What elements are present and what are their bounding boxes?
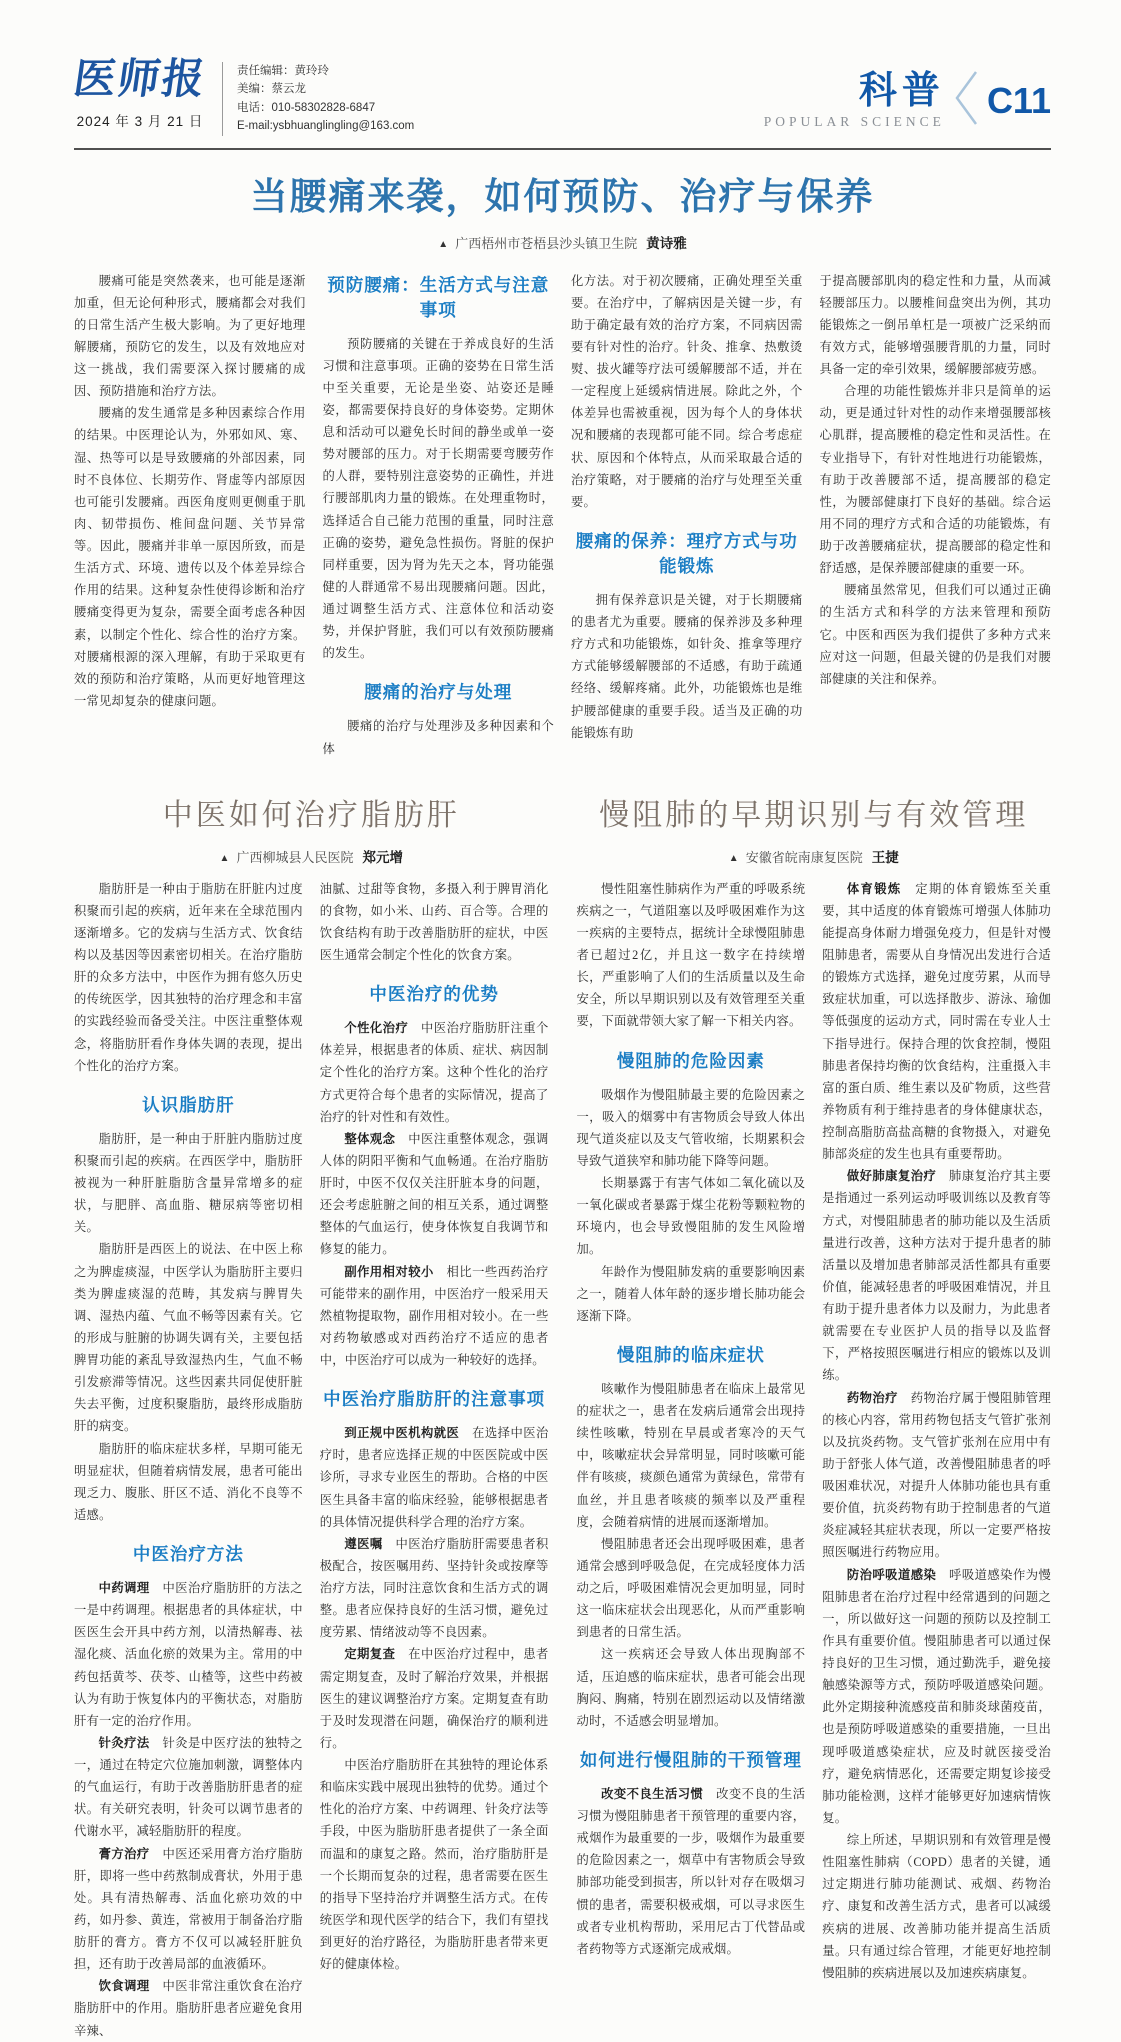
paragraph: 脂肪肝的临床症状多样，早期可能无明显症状，但随着病情发展，患者可能出现乏力、腹胀、肝区不适、消化不良等不适感。 — [74, 1441, 303, 1522]
paragraph: 预防腰痛的关键在于养成良好的生活习惯和注意事项。正确的姿势在日常生活中至关重要，无论是坐姿、站姿还是睡姿，都需要保持良好的身体姿势。定期休息和活动可以避免长时间的静坐或单一姿势对腰部的压力。对于长期需要弯腰劳作的人群，要特别注意姿势的正确性，并进行腰部肌肉力量的锻炼。在处理重物时，选择适合自己能力范围的重量，同时注意正确的姿势，避免急性损伤。肾脏的保护同样重要，因为肾为先天之本，肾功能强健的人群通常不易出现腰痛问题。因此，通过调整生活方式、注意体位和活动姿势，并保护肾脏，我们可以有效预防腰痛的发生。 — [322, 336, 554, 661]
paragraph: 遵医嘱 中医治疗脂肪肝需要患者积极配合，按医嘱用药、坚持针灸或按摩等治疗方法，同时注意饮食和生活方式的调整。患者应保持良好的生活习惯，避免过度劳累、情绪波动等不良因素。 — [319, 1536, 549, 1640]
editor-line: 电话：010-58302828-6847 — [237, 101, 376, 114]
paragraph: 年龄作为慢阻肺发病的重要影响因素之一，随着人体年龄的逐步增长肺功能会逐渐下降。 — [576, 1264, 806, 1323]
paragraph: 咳嗽作为慢阻肺患者在临床上最常见的症状之一，患者在发病后通常会出现持续性咳嗽，特别在早晨或者寒冷的天气中，咳嗽症状会异常明显，同时咳嗽可能伴有咳痰，痰颜色通常为黄绿色，常带有血丝，并且患者咳痰的频率以及严重程度，会随着病情的进展而逐渐增加。 — [576, 1381, 806, 1529]
article-3 — [577, 790, 1052, 2042]
paragraph: 到正规中医机构就医 在选择中医治疗时，患者应选择正规的中医医院或中医诊所，寻求专业医生的帮助。合格的中医医生具备丰富的临床经验，能够根据患者的具体情况提供科学合理的治疗方案。 — [319, 1426, 549, 1529]
section-heading: 慢阻肺的临床症状 — [616, 1344, 765, 1365]
section-block — [764, 58, 1051, 136]
text-column — [820, 270, 1052, 760]
paragraph: 合理的功能性锻炼并非只是简单的运动，更是通过针对性的动作来增强腰部核心肌群，提高腰椎的稳定性和灵活性。在专业指导下，有针对性地进行功能锻炼，有助于改善腰部不适，提高腰部的稳定性，为腰部健康打下良好的基础。综合运用不同的理疗方式和合适的功能锻炼，有助于改善腰痛症状，提高腰部的稳定性和舒适感，是保养腰部健康的重要一环。 — [819, 384, 1051, 576]
paragraph-lead: 整体观念 — [344, 1131, 396, 1146]
paragraph-lead: 副作用相对较小 — [344, 1264, 434, 1279]
paragraph: 拥有保养意识是关键，对于长期腰痛的患者尤为重要。腰痛的保养涉及多种理疗方式和功能锻炼，如针灸、推拿等理疗方式能够缓解腰部的不适感，有助于疏通经络、缓解疼痛。此外，功能锻炼也是维护腰部健康的重要手段。适当及正确的功能锻炼有助 — [571, 592, 803, 740]
article-title: 中医如何治疗脂肪肝 — [162, 798, 460, 832]
article-3-header — [577, 790, 1052, 866]
text-column — [74, 270, 306, 760]
bottom-articles — [74, 790, 1051, 2042]
byline-author: 王捷 — [871, 849, 899, 865]
section-heading: 认识脂肪肝 — [142, 1094, 235, 1115]
paragraph-lead: 做好肺康复治疗 — [846, 1169, 937, 1184]
paragraph: 定期复查 在中医治疗过程中，患者需定期复查，及时了解治疗效果，并根据医生的建议调整治疗方案。定期复查有助于及时发现潜在问题，确保治疗的顺利进行。 — [319, 1647, 549, 1750]
paragraph: 改变不良生活习惯 改变不良的生活习惯为慢阻肺患者干预管理的重要内容，戒烟作为最重要的一步，吸烟作为最重要的危险因素之一，烟草中有害物质会导致肺部功能受到损害，所以针对存在吸烟习惯的患者，需要积极戒烟，可以寻求医生或者专业机构帮助，采用尼古丁代替品或者药物等方式逐渐完成戒烟。 — [576, 1786, 806, 1956]
text-column — [577, 878, 806, 1984]
section-heading: 预防腰痛：生活方式与注意事项 — [327, 274, 550, 320]
paragraph: 脂肪肝是一种由于脂肪在肝脏内过度积聚而引起的疾病，近年来在全球范围内逐渐增多。它的发病与生活方式、饮食结构以及基因等因素密切相关。在治疗脂肪肝的众多方法中，中医作为拥有悠久历史的传统医学，因其独特的治疗理念和丰富的实践经验而备受关注。中医注重整体观念，将脂肪肝看作身体失调的表现，提出个性化的治疗方案。 — [74, 881, 303, 1073]
editor-line: 美编：蔡云龙 — [237, 83, 307, 96]
paragraph-lead: 防治呼吸道感染 — [846, 1567, 937, 1582]
paragraph: 防治呼吸道感染 呼吸道感染作为慢阻肺患者在治疗过程中经常遇到的问题之一，所以做好这一问题的预防以及控制工作具有重要价值。慢阻肺患者可以通过保持良好的卫生习惯，通过勤洗手，避免接触感染源等方式，预防呼吸道感染问题。此外定期接种流感疫苗和肺炎球菌疫苗，也是预防呼吸道感染的重要措施，一旦出现呼吸道感染症状，应及时就医接受治疗，避免病情恶化，还需要定期复诊接受肺功能检测，这样才能够更好加速病情恢复。 — [822, 1567, 1051, 1825]
paragraph-lead: 定期复查 — [344, 1647, 396, 1662]
byline — [74, 846, 549, 866]
section-heading: 如何进行慢阻肺的干预管理 — [579, 1749, 802, 1770]
issue-date: 2024 年 3 月 21 日 — [76, 114, 204, 129]
paragraph: 膏方治疗 中医还采用膏方治疗脂肪肝，即将一些中药熬制成膏状，外用于患处。具有清热解毒、活血化瘀功效的中药，如丹参、黄连，常被用于制备治疗脂肪肝的膏方。膏方不仅可以减轻肝脏负担，还有助于改善局部的血液循环。 — [74, 1846, 303, 1972]
text-column — [74, 878, 303, 2042]
byline-org: 安徽省皖南康复医院 — [745, 849, 863, 865]
paragraph: 油腻、过甜等食物，多摄入利于脾胃消化的食物，如小米、山药、百合等。合理的饮食结构有助于改善脂肪肝的症状，中医医生通常会制定个性化的饮食方案。 — [319, 881, 549, 963]
chevron-left-icon — [953, 69, 979, 132]
paragraph-lead: 药物治疗 — [846, 1390, 898, 1405]
byline — [577, 846, 1052, 866]
paragraph: 针灸疗法 针灸是中医疗法的独特之一，通过在特定穴位施加刺激，调整体内的气血运行，有助于改善脂肪肝患者的症状。有关研究表明，针灸可以调节患者的代谢水平，减轻脂肪肝的程度。 — [74, 1735, 303, 1839]
paragraph: 脂肪肝是西医上的说法、在中医上称之为脾虚痰湿，中医学认为脂肪肝主要归类为脾虚痰湿的范畴，其发病与脾胃失调、湿热内蕴、气血不畅等因素有关。它的形成与脏腑的协调失调有关，主要包括脾胃功能的紊乱导致湿热内生，气血不畅引发瘀滞等情况。这些因素共同促使肝脏失去平衡，过度积聚脂肪，最终形成脂肪肝的病变。 — [74, 1242, 303, 1434]
section-heading: 中医治疗脂肪肝的注意事项 — [323, 1389, 546, 1410]
paragraph-lead: 中药调理 — [98, 1581, 150, 1596]
paragraph: 吸烟作为慢阻肺最主要的危险因素之一，吸入的烟雾中有害物质会导致人体出现气道炎症以及支气管收缩，长期累积会导致气道狭窄和肺功能下降等问题。 — [576, 1087, 806, 1168]
paragraph-lead: 遵医嘱 — [344, 1536, 383, 1551]
paragraph: 综上所述，早期识别和有效管理是慢性阻塞性肺病（COPD）患者的关键，通过定期进行肺功能测试、戒烟、药物治疗、康复和改善生活方式，患者可以减缓疾病的进展、改善肺功能并提高生活质量。只有通过综合管理，才能更好地控制慢阻肺的疾病进展以及加速疾病康复。 — [822, 1833, 1051, 1980]
paragraph: 药物治疗 药物治疗属于慢阻肺管理的核心内容，常用药物包括支气管扩张剂以及抗炎药物。支气管扩张剂在应用中有助于舒张人体气道，改善慢阻肺患者的呼吸困难状况，对提升人体肺功能也具有重要价值，抗炎药物有助于控制患者的气道炎症减轻其症状表现，所以一定要严格按照医嘱进行药物应用。 — [822, 1390, 1051, 1560]
article-2-columns — [74, 878, 549, 2042]
triangle-icon: ▲ — [438, 238, 449, 250]
editor-line: E-mail:ysbhuanglingling@163.com — [237, 120, 415, 133]
paragraph: 整体观念 中医注重整体观念，强调人体的阴阳平衡和气血畅通。在治疗脂肪肝时，中医不仅仅关注肝脏本身的问题，还会考虑脏腑之间的相互关系，通过调整整体的气血运行，使身体恢复自我调节和修复的能力。 — [319, 1131, 549, 1257]
triangle-icon: ▲ — [728, 852, 739, 864]
editor-info — [237, 58, 414, 136]
paragraph: 副作用相对较小 相比一些西药治疗可能带来的副作用，中医治疗一般采用天然植物提取物，副作用相对较小。在一些对药物敏感或对西药治疗不适应的患者中，中医治疗可以成为一种较好的选择。 — [319, 1264, 549, 1368]
article-3-columns — [577, 878, 1052, 1984]
paragraph: 饮食调理 中医非常注重饮食在治疗脂肪肝中的作用。脂肪肝患者应避免食用辛辣、 — [74, 1979, 303, 2038]
newspaper-logo: 医师报 — [70, 54, 210, 103]
paragraph: 慢阻肺患者还会出现呼吸困难，患者通常会感到呼吸急促，在完成轻度体力活动之后，呼吸困难情况会更加明显，同时这一临床症状会出现恶化，从而严重影响到患者的日常生活。 — [576, 1536, 806, 1640]
article-2 — [74, 790, 549, 2042]
paragraph: 中药调理 中医治疗脂肪肝的方法之一是中药调理。根据患者的具体症状，中医医生会开具中药方剂，以清热解毒、祛湿化痰、活血化瘀的效果为主。常用的中药包括黄芩、茯苓、山楂等，这些中药被认为有助于恢复体内的平衡状态，对脂肪肝有一定的治疗作用。 — [74, 1581, 303, 1728]
text-column — [822, 878, 1051, 1984]
text-column — [323, 270, 555, 760]
section-heading: 腰痛的保养：理疗方式与功能锻炼 — [575, 530, 798, 576]
newspaper-logo-block — [70, 54, 210, 136]
paragraph: 个性化治疗 中医治疗脂肪肝注重个体差异，根据患者的体质、症状、病因制定个性化的治疗方案。这种个性化的治疗方式更符合每个患者的实际情况，提高了治疗的针对性和有效性。 — [319, 1021, 549, 1124]
page-number: C11 — [986, 79, 1051, 121]
article-1-columns — [74, 270, 1051, 760]
masthead — [70, 54, 1051, 150]
paragraph: 腰痛的治疗与处理涉及多种因素和个体 — [322, 719, 554, 756]
editor-line: 责任编辑：黄玲玲 — [237, 65, 330, 77]
section-heading: 中医治疗的优势 — [369, 984, 499, 1005]
paragraph: 做好肺康复治疗 肺康复治疗其主要是指通过一系列运动呼吸训练以及教育等方式，对慢阻肺患者的肺功能以及生活质量进行改善，这种方法对于提升患者的肺活量以及增加患者肺部灵活性都具有重要价值，能减轻患者的呼吸困难情况，并且有助于提升患者体力以及耐力，为此患者就需要在专业医护人员的指导以及监督下，严格按照医嘱进行相应的锻炼以及训练。 — [822, 1169, 1051, 1383]
byline-org: 广西柳城县人民医院 — [236, 849, 354, 865]
paragraph-lead: 饮食调理 — [98, 1979, 150, 1994]
section-heading: 慢阻肺的危险因素 — [616, 1050, 765, 1071]
paragraph-lead: 体育锻炼 — [846, 881, 902, 896]
paragraph: 这一疾病还会导致人体出现胸部不适，压迫感的临床症状，患者可能会出现胸闷、胸痛，特别在剧烈运动以及情绪激动时，不适感会明显增加。 — [576, 1647, 806, 1728]
paragraph: 腰痛虽然常见，但我们可以通过正确的生活方式和科学的方法来管理和预防它。中医和西医为我们提供了多种方式来应对这一问题，但最关键的仍是我们对腰部健康的关注和保养。 — [819, 583, 1051, 686]
section-heading: 腰痛的治疗与处理 — [364, 682, 513, 703]
paragraph-lead: 改变不良生活习惯 — [601, 1786, 704, 1801]
paragraph-lead: 个性化治疗 — [344, 1021, 409, 1036]
paragraph-lead: 针灸疗法 — [98, 1735, 150, 1750]
section-label-en: POPULAR SCIENCE — [763, 113, 945, 129]
paragraph-lead: 到正规中医机构就医 — [344, 1426, 460, 1441]
paragraph: 中医治疗脂肪肝在其独特的理论体系和临床实践中展现出独特的优势。通过个性化的治疗方案、中药调理、针灸疗法等手段，中医为脂肪肝患者提供了一条全面而温和的康复之路。然而，治疗脂肪肝是一个长期而复杂的过程，患者需要在医生的指导下坚持治疗并调整生活方式。在传统医学和现代医学的结合下，我们有望找到更好的治疗路径，为脂肪肝患者带来更好的健康体检。 — [319, 1758, 549, 1972]
article-title: 慢阻肺的早期识别与有效管理 — [599, 798, 1029, 832]
masthead-divider — [222, 62, 223, 136]
section-label: 科普 — [858, 69, 945, 112]
paragraph: 体育锻炼 定期的体育锻炼至关重要，其中适度的体育锻炼可增强人体肺功能提高身体耐力增强免疫力，但是针对慢阻肺患者，需要从自身情况出发进行合适的锻炼方式选择，避免过度劳累，从而导致症状加重，可以选择散步、游泳、瑜伽等低强度的运动方式，同时需在专业人士下指导进行。保持合理的饮食控制，慢阻肺患者保持均衡的饮食结构，注重摄入丰富的蛋白质、维生素以及矿物质，这些营养物质有利于维持患者的身体健康状态，控制高脂肪高盐高糖的食物摄入，对避免肺部炎症的发生也具有重要帮助。 — [822, 881, 1051, 1162]
paragraph: 慢性阻塞性肺病作为严重的呼吸系统疾病之一，气道阻塞以及呼吸困难作为这一疾病的主要特点，据统计全球慢阻肺患者已超过2亿，并且这一数字在持续增长，严重影响了人们的生活质量以及生命安全，所以早期识别以及有效管理至关重要，下面就带领大家了解一下相关内容。 — [576, 881, 806, 1029]
paragraph: 化方法。对于初次腰痛，正确处理至关重要。在治疗中，了解病因是关键一步，有助于确定最有效的治疗方案，不同病因需要有针对性的治疗。针灸、推拿、热敷烫熨、拔火罐等疗法可缓解腰部不适，并在一定程度上延缓病情进展。除此之外，个体差异也需被重视，因为每个人的身体状况和腰痛的表现都可能不同。综合考虑症状、原因和个体特点，从而采取最合适的治疗策略，对于腰痛的治疗与处理至关重要。 — [571, 273, 803, 509]
paragraph: 长期暴露于有害气体如二氧化硫以及一氧化碳或者暴露于煤尘花粉等颗粒物的环境内，也会导致慢阻肺的发生风险增加。 — [576, 1176, 806, 1257]
paragraph: 腰痛的发生通常是多种因素综合作用的结果。中医理论认为，外邪如风、寒、湿、热等可以是导致腰痛的外部因素，同时不良体位、长期劳作、肾虚等内部原因也可能引发腰痛。西医角度则更侧重于肌肉、韧带损伤、椎间盘问题、关节异常等。因此，腰痛并非单一原因所致，而是生活方式、环境、遗传以及个体差异综合作用的结果。这种复杂性使得诊断和治疗腰痛变得更为复杂，需要全面考虑各种因素，以制定个性化、综合性的治疗方案。对腰痛根源的深入理解，有助于采取更有效的预防和治疗策略，从而更好地管理这一常见却复杂的健康问题。 — [74, 406, 306, 708]
article-title: 当腰痛来袭，如何预防、治疗与保养 — [250, 175, 875, 217]
paragraph: 腰痛可能是突然袭来，也可能是逐渐加重，但无论何种形式，腰痛都会对我们的日常生活产生极大影响。为了更好地理解腰痛，预防它的发生，以及有效地应对这一挑战，我们需要深入探讨腰痛的成因、预防措施和治疗方法。 — [74, 273, 306, 399]
article-2-header — [74, 790, 549, 866]
byline — [74, 232, 1051, 252]
text-column — [571, 270, 803, 760]
paragraph-lead: 膏方治疗 — [98, 1846, 150, 1861]
article-1-header — [74, 166, 1051, 252]
paragraph: 脂肪肝，是一种由于肝脏内脂肪过度积聚而引起的疾病。在西医学中，脂肪肝被视为一种肝脏脂肪含量异常增多的症状，与肥胖、高血脂、糖尿病等密切相关。 — [74, 1131, 303, 1235]
triangle-icon: ▲ — [219, 852, 230, 864]
byline-org: 广西梧州市苍梧县沙头镇卫生院 — [455, 235, 638, 251]
paragraph: 于提高腰部肌肉的稳定性和力量，从而减轻腰部压力。以腰椎间盘突出为例，其功能锻炼之一倒吊单杠是一项被广泛采纳而有效方式，能够增强腰背肌的力量，同时具备一定的牵引效果，缓解腰部疲劳感。 — [819, 273, 1051, 377]
byline-author: 黄诗雅 — [646, 235, 687, 251]
section-heading: 中医治疗方法 — [132, 1544, 244, 1565]
text-column — [320, 878, 549, 2042]
byline-author: 郑元增 — [362, 849, 403, 865]
